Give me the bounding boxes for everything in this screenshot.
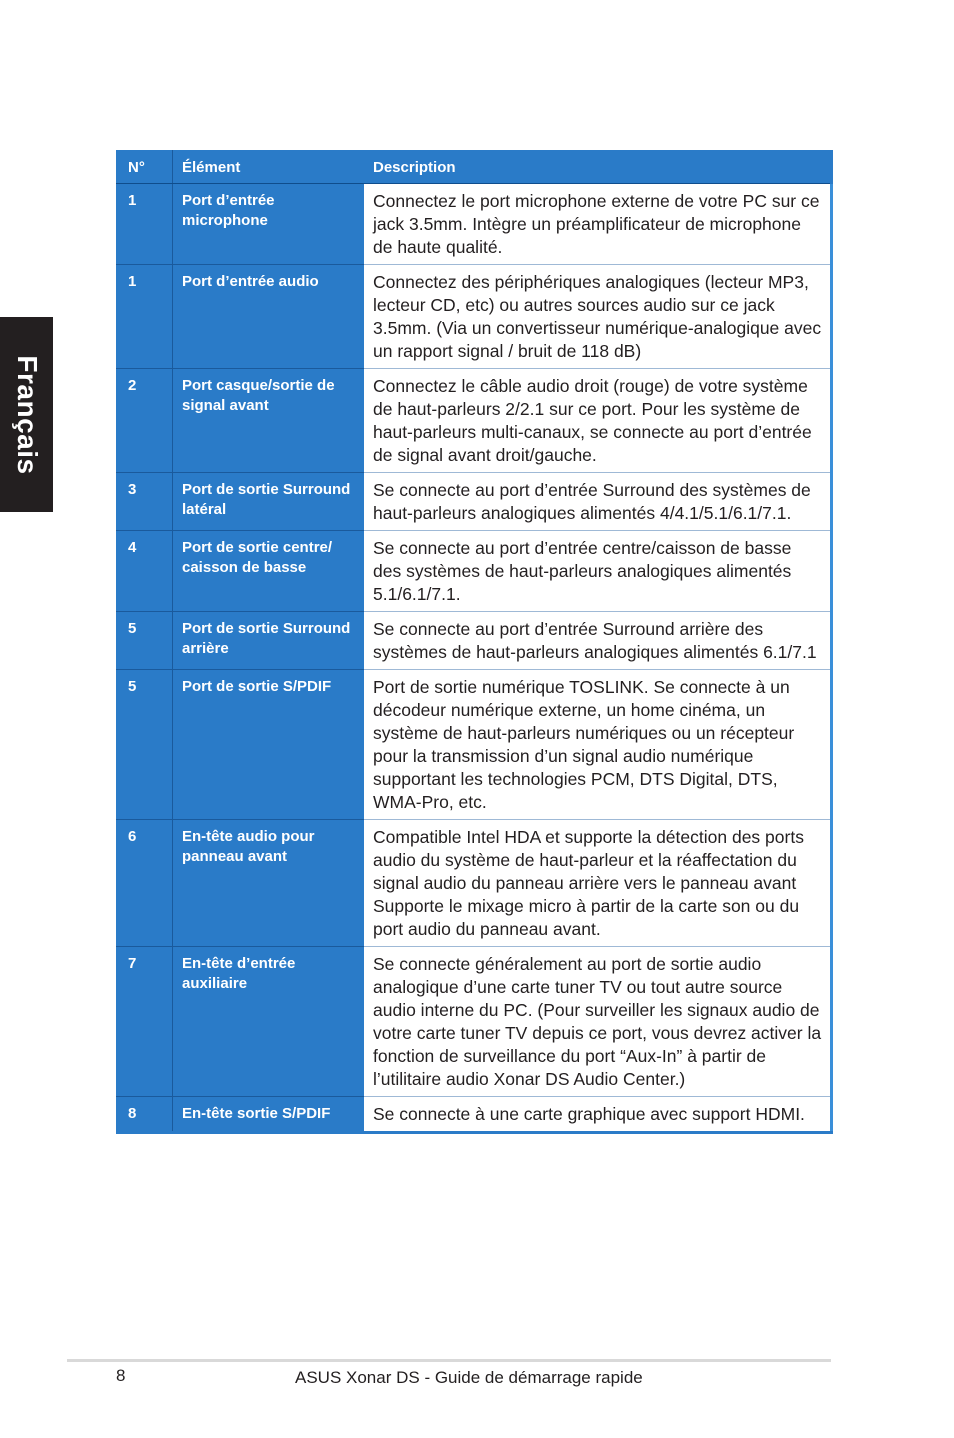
footer-title: ASUS Xonar DS - Guide de démarrage rapide bbox=[295, 1368, 643, 1387]
row-description-part2: Supporte le mixage micro à partir de la carte son ou du port audio du panneau avant. bbox=[373, 896, 800, 939]
row-description: Se connecte au port d’entrée centre/caisson de basse des systèmes de haut-parleurs analogiques alimentés 5.1/6.1/7.1. bbox=[364, 531, 832, 612]
spec-table bbox=[116, 150, 833, 1134]
table-row bbox=[116, 820, 832, 947]
row-description: Connectez des périphériques analogiques (lecteur MP3, lecteur CD, etc) ou autres sources audio sur ce jack 3.5mm. (Via un convertisseur numérique-analogique avec un rapport signal / bruit de 118 dB) bbox=[364, 265, 832, 369]
row-description bbox=[364, 820, 832, 947]
row-description: Connectez le port microphone externe de votre PC sur ce jack 3.5mm. Intègre un préamplificateur de microphone de haute qualité. bbox=[364, 184, 832, 265]
table-row bbox=[116, 369, 832, 473]
row-element: Port de sortie Surround latéral bbox=[173, 473, 365, 531]
row-element: En-tête sortie S/PDIF bbox=[173, 1097, 365, 1133]
language-tab bbox=[0, 317, 53, 512]
row-num: 3 bbox=[116, 473, 173, 531]
row-num: 1 bbox=[116, 184, 173, 265]
row-element: Port casque/sortie de signal avant bbox=[173, 369, 365, 473]
row-num: 2 bbox=[116, 369, 173, 473]
table-row bbox=[116, 184, 832, 265]
language-tab-label: Français bbox=[11, 354, 43, 475]
table-row bbox=[116, 531, 832, 612]
row-description: Se connecte au port d’entrée Surround arrière des systèmes de haut-parleurs analogiques alimentés 6.1/7.1 bbox=[364, 612, 832, 670]
table-row bbox=[116, 670, 832, 820]
row-num: 7 bbox=[116, 947, 173, 1097]
table-row bbox=[116, 473, 832, 531]
row-num: 5 bbox=[116, 670, 173, 820]
row-element: Port de sortie S/PDIF bbox=[173, 670, 365, 820]
row-num: 4 bbox=[116, 531, 173, 612]
table-row bbox=[116, 612, 832, 670]
header-num: N° bbox=[116, 150, 173, 184]
row-element: Port d’entrée microphone bbox=[173, 184, 365, 265]
row-num: 6 bbox=[116, 820, 173, 947]
header-element: Élément bbox=[173, 150, 365, 184]
table-row bbox=[116, 1097, 832, 1133]
table-header-row bbox=[116, 150, 832, 184]
table-row bbox=[116, 265, 832, 369]
row-element: En-tête d’entrée auxiliaire bbox=[173, 947, 365, 1097]
row-element: Port de sortie centre/ caisson de basse bbox=[173, 531, 365, 612]
footer-divider bbox=[67, 1359, 831, 1362]
row-description: Se connecte généralement au port de sortie audio analogique d’une carte tuner TV ou tout autre source audio interne du PC. (Pour surveiller les signaux audio de votre carte tuner TV depuis ce port, vous devrez activer la fonction de surveillance du port “Aux-In” à partir de l’utilitaire audio Xonar DS Audio Center.) bbox=[364, 947, 832, 1097]
row-description-part1: Compatible Intel HDA et supporte la détection des ports audio du système de haut-parleur et la réaffectation du signal audio du panneau arrière vers le panneau avant bbox=[373, 827, 804, 893]
row-num: 5 bbox=[116, 612, 173, 670]
page-number: 8 bbox=[116, 1366, 126, 1385]
row-description: Se connecte à une carte graphique avec support HDMI. bbox=[364, 1097, 832, 1133]
row-num: 8 bbox=[116, 1097, 173, 1133]
row-element: Port d’entrée audio bbox=[173, 265, 365, 369]
row-element: En-tête audio pour panneau avant bbox=[173, 820, 365, 947]
row-element: Port de sortie Surround arrière bbox=[173, 612, 365, 670]
row-description: Connectez le câble audio droit (rouge) de votre système de haut-parleurs 2/2.1 sur ce port. Pour les système de haut-parleurs multi-canaux, se connecte au port d’entrée de signal avant droit/gauche. bbox=[364, 369, 832, 473]
row-description: Se connecte au port d’entrée Surround des systèmes de haut-parleurs analogiques alimentés 4/4.1/5.1/6.1/7.1. bbox=[364, 473, 832, 531]
row-description: Port de sortie numérique TOSLINK. Se connecte à un décodeur numérique externe, un home cinéma, un système de haut-parleurs numériques ou un récepteur pour la transmission d’un signal audio numérique supportant les technologies PCM, DTS Digital, DTS, WMA-Pro, etc. bbox=[364, 670, 832, 820]
row-num: 1 bbox=[116, 265, 173, 369]
header-description: Description bbox=[364, 150, 832, 184]
table-row bbox=[116, 947, 832, 1097]
